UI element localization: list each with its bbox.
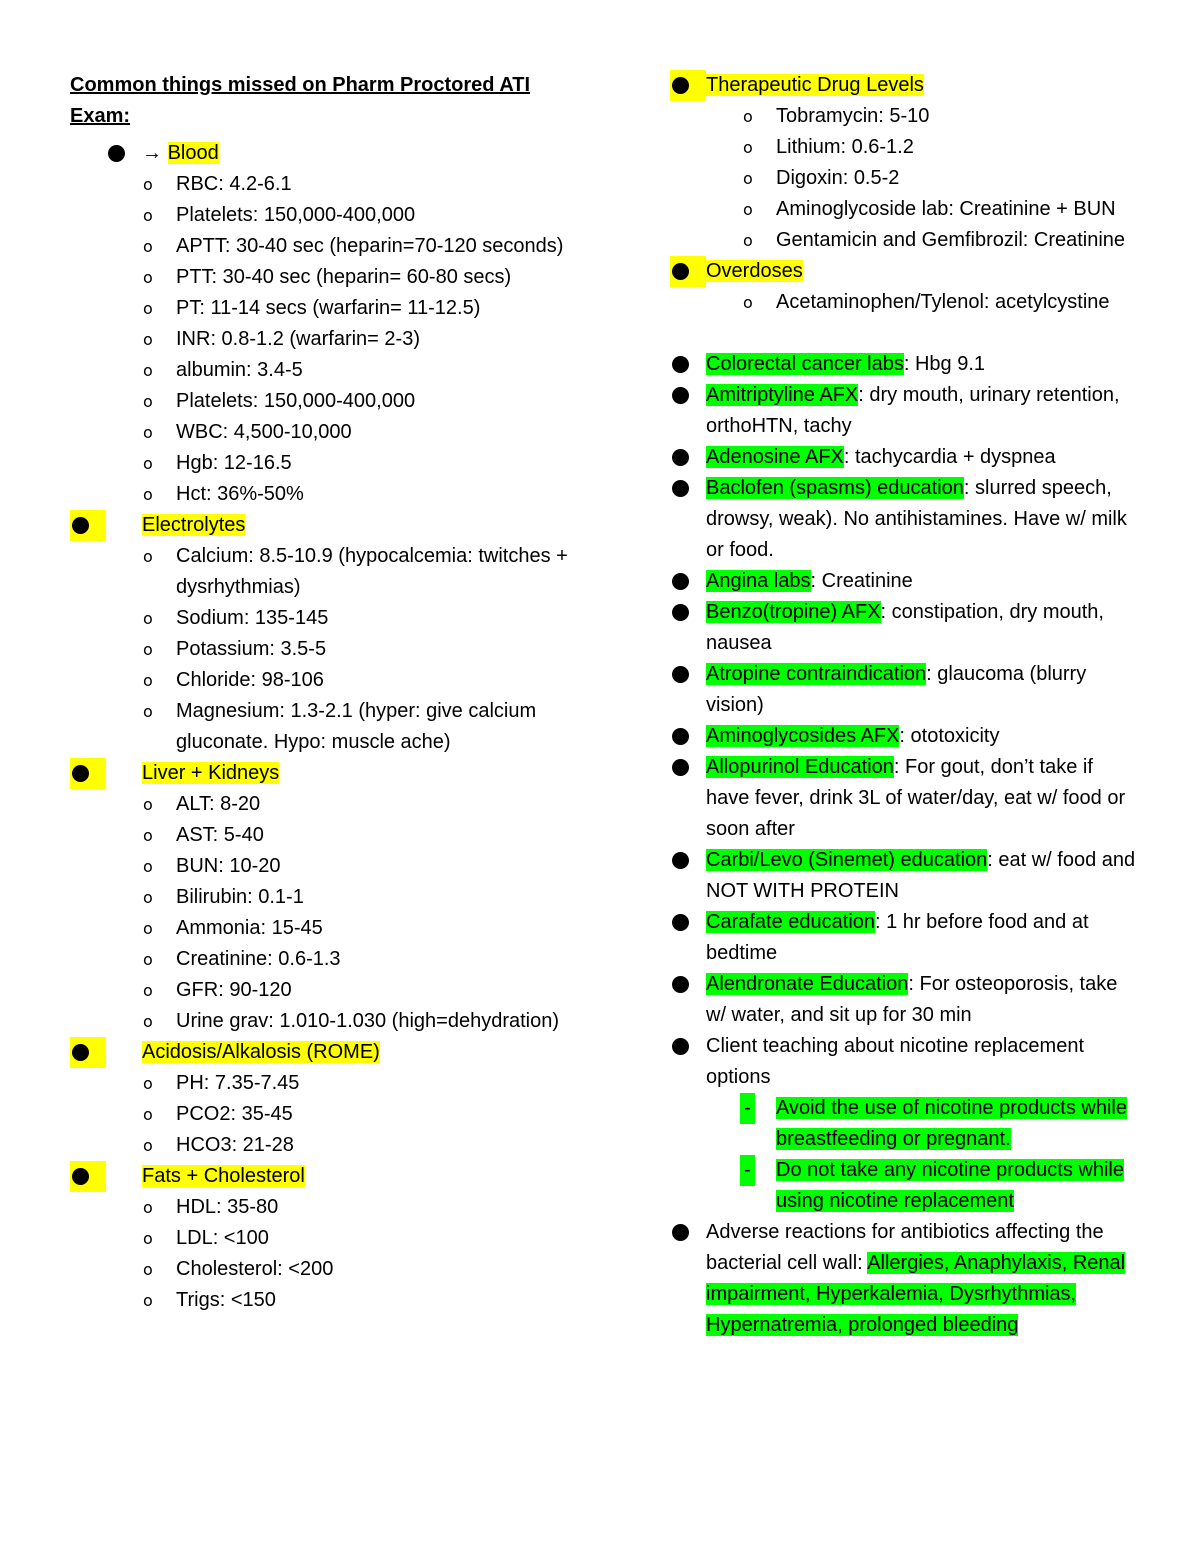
list-item [70, 541, 570, 603]
fact-item [670, 752, 1140, 845]
fact-text: : tachycardia + dyspnea [843, 446, 1056, 468]
list-item [70, 1223, 570, 1254]
list-item [670, 1155, 1140, 1217]
fact-label: Benzo(tropine) AFX [706, 601, 881, 623]
list-item-text: HDL: 35-80 [176, 1196, 279, 1218]
circle-bullet-icon: o [143, 423, 153, 442]
fact-text: : constipation, dry mouth, nausea [706, 601, 1104, 654]
list-item [670, 225, 1140, 256]
list-item [70, 1192, 570, 1223]
list-item-text: Hct: 36%-50% [176, 483, 304, 505]
section-heading: Therapeutic Drug Levels [706, 74, 924, 96]
fact-item [670, 659, 1140, 721]
circle-bullet-icon: o [143, 454, 153, 473]
bullet-icon [672, 356, 689, 373]
fact-label: Colorectal cancer labs [706, 353, 904, 375]
bullet-icon [672, 1224, 689, 1241]
circle-bullet-icon: o [143, 1012, 153, 1031]
circle-bullet-icon: o [143, 299, 153, 318]
list-item-text: Aminoglycoside lab: Creatinine + BUN [776, 198, 1116, 220]
fact-text: : glaucoma (blurry vision) [706, 663, 1087, 716]
circle-bullet-icon: o [143, 888, 153, 907]
bullet-icon [672, 449, 689, 466]
section-heading: Overdoses [706, 260, 803, 282]
circle-bullet-icon: o [743, 231, 753, 250]
circle-bullet-icon: o [143, 361, 153, 380]
bullet-icon [672, 728, 689, 745]
circle-bullet-icon: o [143, 857, 153, 876]
overdoses-list [670, 287, 1140, 318]
list-item-text: AST: 5-40 [176, 824, 264, 846]
facts-list [670, 349, 1140, 1031]
circle-bullet-icon: o [143, 1198, 153, 1217]
list-item [70, 913, 570, 944]
circle-bullet-icon: o [143, 1260, 153, 1279]
list-item-text: Platelets: 150,000-400,000 [176, 204, 416, 226]
list-item-text: Creatinine: 0.6-1.3 [176, 948, 341, 970]
list-item [70, 1254, 570, 1285]
list-item [70, 479, 570, 510]
circle-bullet-icon: o [743, 169, 753, 188]
section-drug-levels [670, 70, 1140, 101]
list-item-text: ALT: 8-20 [176, 793, 261, 815]
list-item-text: PCO2: 35-45 [176, 1103, 293, 1125]
list-item-text: LDL: <100 [176, 1227, 269, 1249]
list-item [70, 944, 570, 975]
list-item [70, 1099, 570, 1130]
circle-bullet-icon: o [143, 206, 153, 225]
bullet-icon [672, 77, 689, 94]
bullet-icon [672, 1038, 689, 1055]
fact-item [670, 566, 1140, 597]
fats-list [70, 1192, 570, 1316]
circle-bullet-icon: o [143, 330, 153, 349]
list-item [70, 975, 570, 1006]
circle-bullet-icon: o [143, 919, 153, 938]
bullet-icon [672, 480, 689, 497]
circle-bullet-icon: o [143, 981, 153, 1000]
fact-text: : ototoxicity [899, 725, 1000, 747]
nicotine-text: Client teaching about nicotine replacement options [706, 1035, 1085, 1088]
list-item [670, 194, 1140, 225]
bullet-icon [72, 1044, 89, 1061]
fact-item [670, 380, 1140, 442]
circle-bullet-icon: o [743, 293, 753, 312]
list-item-text: Urine grav: 1.010-1.030 (high=dehydration) [176, 1010, 560, 1032]
bullet-icon [672, 852, 689, 869]
list-item-text: Magnesium: 1.3-2.1 (hyper: give calcium gluconate. Hypo: muscle ache) [176, 700, 537, 753]
fact-item [670, 442, 1140, 473]
fact-text: : slurred speech, drowsy, weak). No antihistamines. Have w/ milk or food. [706, 477, 1127, 561]
list-item [670, 101, 1140, 132]
circle-bullet-icon: o [743, 107, 753, 126]
list-item-text: PTT: 30-40 sec (heparin= 60-80 secs) [176, 266, 512, 288]
list-item-text: APTT: 30-40 sec (heparin=70-120 seconds) [176, 235, 564, 257]
circle-bullet-icon: o [143, 671, 153, 690]
list-item [70, 1006, 570, 1037]
bullet-icon [672, 263, 689, 280]
section-heading: Liver + Kidneys [142, 762, 280, 784]
list-item [70, 1285, 570, 1316]
circle-bullet-icon: o [143, 702, 153, 721]
fact-label: Atropine contraindication [706, 663, 927, 685]
list-item [70, 1068, 570, 1099]
right-column [670, 70, 1140, 1341]
nicotine-list [670, 1093, 1140, 1217]
fact-item [670, 969, 1140, 1031]
fact-label: Adenosine AFX [706, 446, 844, 468]
circle-bullet-icon: o [143, 826, 153, 845]
list-item-text: GFR: 90-120 [176, 979, 292, 1001]
bullet-icon [672, 914, 689, 931]
fact-text: : dry mouth, urinary retention, orthoHTN, tachy [706, 384, 1120, 437]
fact-item [670, 845, 1140, 907]
section-electrolytes [106, 510, 570, 541]
fact-label: Allopurinol Education [706, 756, 894, 778]
section-liver-kidneys [106, 758, 570, 789]
antibiotics-highlight: Allergies, Anaphylaxis, Renal impairment, Hyperkalemia, Dysrhythmias, Hypernatremia, prolonged bleeding [706, 1252, 1126, 1336]
circle-bullet-icon: o [143, 237, 153, 256]
list-item [70, 324, 570, 355]
fact-text: : eat w/ food and NOT WITH PROTEIN [706, 849, 1136, 902]
section-heading: Fats + Cholesterol [142, 1165, 305, 1187]
fact-text: : For gout, don’t take if have fever, drink 3L of water/day, eat w/ food or soon after [706, 756, 1126, 840]
list-item-text: Sodium: 135-145 [176, 607, 329, 629]
list-item [670, 287, 1140, 318]
fact-item [670, 907, 1140, 969]
list-item [670, 132, 1140, 163]
acid-list [70, 1068, 570, 1161]
list-item [70, 603, 570, 634]
list-item [70, 851, 570, 882]
list-item-text: PT: 11-14 secs (warfarin= 11-12.5) [176, 297, 481, 319]
list-item-text: Do not take any nicotine products while using nicotine replacement [776, 1159, 1124, 1212]
fact-item [670, 597, 1140, 659]
fact-label: Baclofen (spasms) education [706, 477, 964, 499]
list-item-text: Tobramycin: 5-10 [776, 105, 930, 127]
bullet-icon [672, 666, 689, 683]
list-item-text: Calcium: 8.5-10.9 (hypocalcemia: twitches + dysrhythmias) [176, 545, 568, 598]
list-item [70, 448, 570, 479]
section-heading: Electrolytes [142, 514, 246, 536]
drug-levels-list [670, 101, 1140, 256]
list-item-text: INR: 0.8-1.2 (warfarin= 2-3) [176, 328, 420, 350]
blood-list [70, 169, 570, 510]
bullet-icon [108, 145, 125, 162]
fact-text: : For osteoporosis, take w/ water, and sit up for 30 min [706, 973, 1118, 1026]
bullet-icon [672, 573, 689, 590]
fact-label: Amitriptyline AFX [706, 384, 859, 406]
fact-label: Angina labs [706, 570, 811, 592]
list-item-text: Chloride: 98-106 [176, 669, 324, 691]
bullet-icon [672, 387, 689, 404]
nicotine-item [670, 1031, 1140, 1093]
bullet-icon [72, 517, 89, 534]
arrow-icon: → [142, 142, 162, 164]
circle-bullet-icon: o [143, 640, 153, 659]
circle-bullet-icon: o [143, 547, 153, 566]
fact-label: Alendronate Education [706, 973, 909, 995]
list-item [70, 169, 570, 200]
list-item-text: Lithium: 0.6-1.2 [776, 136, 914, 158]
circle-bullet-icon: o [143, 1229, 153, 1248]
circle-bullet-icon: o [143, 1074, 153, 1093]
fact-item [670, 473, 1140, 566]
list-item-text: Trigs: <150 [176, 1289, 276, 1311]
bullet-icon [672, 604, 689, 621]
section-fats [106, 1161, 570, 1192]
circle-bullet-icon: o [143, 175, 153, 194]
list-item [70, 417, 570, 448]
fact-label: Aminoglycosides AFX [706, 725, 900, 747]
list-item [70, 386, 570, 417]
list-item [70, 355, 570, 386]
list-item-text: Ammonia: 15-45 [176, 917, 323, 939]
circle-bullet-icon: o [143, 485, 153, 504]
list-item-text: WBC: 4,500-10,000 [176, 421, 352, 443]
electrolytes-list [70, 541, 570, 758]
fact-text: : Hbg 9.1 [903, 353, 986, 375]
circle-bullet-icon: o [143, 1105, 153, 1124]
list-item [70, 262, 570, 293]
circle-bullet-icon: o [743, 138, 753, 157]
list-item [70, 634, 570, 665]
list-item [70, 820, 570, 851]
section-blood [106, 138, 570, 169]
list-item-text: Gentamicin and Gemfibrozil: Creatinine [776, 229, 1126, 251]
fact-text: : Creatinine [810, 570, 913, 592]
list-item-text: Acetaminophen/Tylenol: acetylcystine [776, 291, 1110, 313]
list-item [70, 882, 570, 913]
circle-bullet-icon: o [143, 795, 153, 814]
bullet-icon [672, 976, 689, 993]
fact-text: : 1 hr before food and at bedtime [706, 911, 1089, 964]
list-item-text: Avoid the use of nicotine products while breastfeeding or pregnant. [776, 1097, 1127, 1150]
list-item [70, 1130, 570, 1161]
antibiotics-item [670, 1217, 1140, 1341]
bullet-icon [672, 759, 689, 776]
list-item-text: albumin: 3.4-5 [176, 359, 303, 381]
list-item-text: Cholesterol: <200 [176, 1258, 334, 1280]
list-item [70, 696, 570, 758]
fact-label: Carafate education [706, 911, 876, 933]
list-item [70, 665, 570, 696]
list-item-text: BUN: 10-20 [176, 855, 281, 877]
circle-bullet-icon: o [143, 1136, 153, 1155]
list-item [70, 789, 570, 820]
circle-bullet-icon: o [143, 950, 153, 969]
antibiotics-text: Adverse reactions for antibiotics affecting the bacterial cell wall: [706, 1221, 1104, 1274]
list-item-text: Hgb: 12-16.5 [176, 452, 292, 474]
list-item-text: PH: 7.35-7.45 [176, 1072, 300, 1094]
list-item [670, 163, 1140, 194]
list-item-text: RBC: 4.2-6.1 [176, 173, 292, 195]
list-item-text: Digoxin: 0.5-2 [776, 167, 900, 189]
circle-bullet-icon: o [143, 268, 153, 287]
fact-item [670, 349, 1140, 380]
list-item-text: Platelets: 150,000-400,000 [176, 390, 416, 412]
list-item-text: Bilirubin: 0.1-1 [176, 886, 304, 908]
bullet-icon [72, 1168, 89, 1185]
list-item [670, 1093, 1140, 1155]
circle-bullet-icon: o [743, 200, 753, 219]
page-title: Common things missed on Pharm Proctored ATI Exam: [70, 74, 531, 127]
fact-label: Carbi/Levo (Sinemet) education [706, 849, 988, 871]
fact-item [670, 721, 1140, 752]
section-heading: Blood [167, 142, 219, 164]
circle-bullet-icon: o [143, 392, 153, 411]
section-overdoses [670, 256, 1140, 287]
bullet-icon [72, 765, 89, 782]
list-item-text: Potassium: 3.5-5 [176, 638, 327, 660]
section-acidosis [106, 1037, 570, 1068]
liver-list [70, 789, 570, 1037]
dash-bullet-icon: - [740, 1093, 755, 1124]
list-item [70, 231, 570, 262]
section-heading: Acidosis/Alkalosis (ROME) [142, 1041, 380, 1063]
circle-bullet-icon: o [143, 1291, 153, 1310]
circle-bullet-icon: o [143, 609, 153, 628]
list-item [70, 293, 570, 324]
list-item [70, 200, 570, 231]
left-column [70, 70, 570, 1316]
list-item-text: HCO3: 21-28 [176, 1134, 294, 1156]
dash-bullet-icon: - [740, 1155, 755, 1186]
